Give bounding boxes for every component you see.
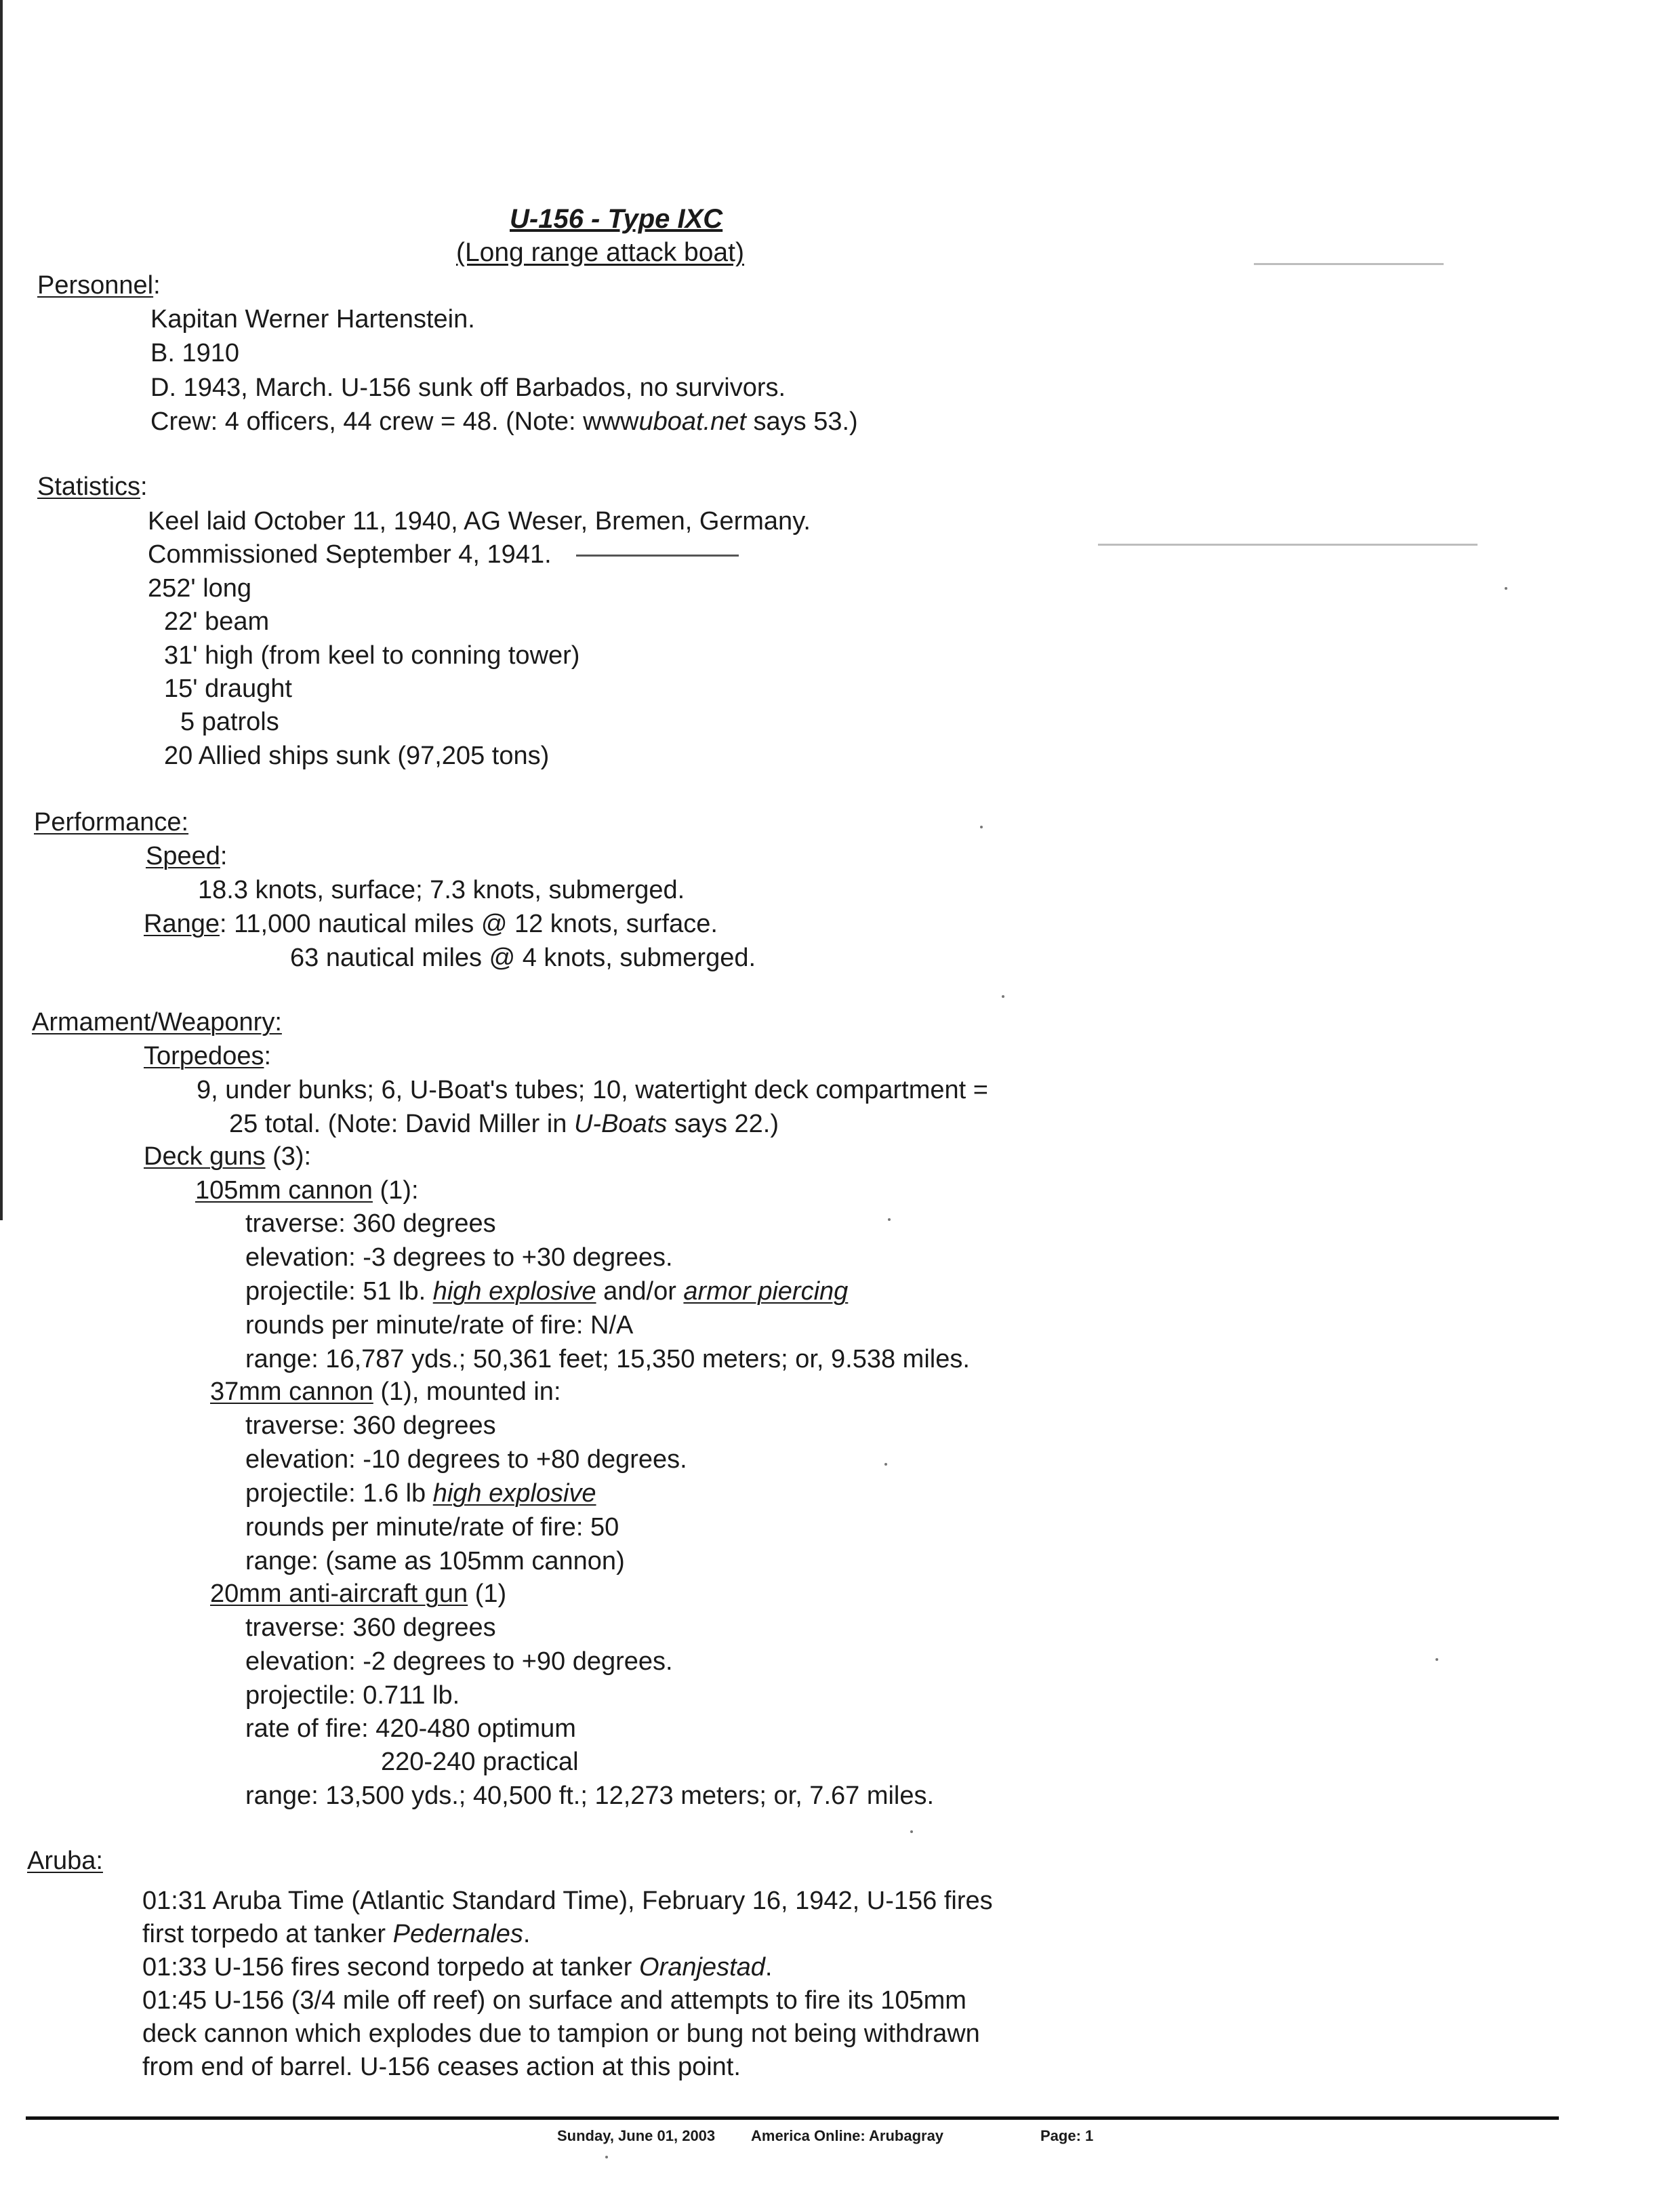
scan-speck [888,1218,891,1221]
range-line-submerged: 63 nautical miles @ 4 knots, submerged. [290,944,756,972]
footer-rule [26,2116,1559,2120]
scan-edge [0,0,3,1220]
torpedoes-line: 25 total. (Note: David Miller in U-Boats says 22.) [229,1110,779,1138]
gun-105mm-range: range: 16,787 yds.; 50,361 feet; 15,350 meters; or, 9.538 miles. [245,1345,970,1373]
personnel-line: D. 1943, March. U-156 sunk off Barbados, no survivors. [150,374,786,402]
scan-smear [1098,544,1478,546]
statistics-line: Commissioned September 4, 1941. [148,540,552,569]
statistics-line: 15' draught [164,675,292,703]
deck-guns-label: Deck guns (3): [144,1142,312,1171]
torpedoes-line: 9, under bunks; 6, U-Boat's tubes; 10, watertight deck compartment = [197,1076,988,1104]
footer-page-number: Page: 1 [1040,2127,1094,2144]
scan-speck [884,1463,887,1466]
gun-105mm-traverse: traverse: 360 degrees [245,1209,496,1238]
gun-105mm-projectile: projectile: 51 lb. high explosive and/or armor piercing [245,1277,849,1306]
scan-smear [576,555,739,557]
aruba-line: 01:45 U-156 (3/4 mile off reef) on surface and attempts to fire its 105mm [142,1986,966,2015]
footer-source: America Online: Arubagray [751,2127,944,2144]
gun-20mm-rof: rate of fire: 420-480 optimum [245,1714,576,1743]
personnel-line: B. 1910 [150,339,239,367]
statistics-line: 20 Allied ships sunk (97,205 tons) [164,742,550,770]
personnel-crew-line: Crew: 4 officers, 44 crew = 48. (Note: wwwuboat.net says 53.) [150,407,858,436]
statistics-line: 31' high (from keel to conning tower) [164,641,580,670]
scan-speck [1505,587,1507,590]
scan-speck [605,2156,608,2158]
range-line: Range: 11,000 nautical miles @ 12 knots, surface. [144,910,718,938]
scan-smear [1254,263,1444,265]
statistics-line: 5 patrols [180,708,279,736]
gun-20mm-range: range: 13,500 yds.; 40,500 ft.; 12,273 meters; or, 7.67 miles. [245,1782,935,1810]
gun-20mm-elevation: elevation: -2 degrees to +90 degrees. [245,1647,673,1676]
gun-20mm-projectile: projectile: 0.711 lb. [245,1681,460,1710]
speed-label: Speed: [146,842,228,870]
gun-37mm-rof: rounds per minute/rate of fire: 50 [245,1513,619,1542]
aruba-line: 01:31 Aruba Time (Atlantic Standard Time), February 16, 1942, U-156 fires [142,1887,993,1915]
scan-speck [980,826,983,828]
aruba-line: from end of barrel. U-156 ceases action at this point. [142,2053,741,2081]
personnel-line: Kapitan Werner Hartenstein. [150,305,475,334]
gun-37mm-elevation: elevation: -10 degrees to +80 degrees. [245,1445,687,1474]
section-heading-personnel: Personnel: [37,271,161,300]
scan-speck [1435,1658,1438,1661]
speed-value: 18.3 knots, surface; 7.3 knots, submerged. [198,876,685,904]
scan-speck [1002,995,1004,998]
footer-date: Sunday, June 01, 2003 [557,2127,716,2144]
torpedoes-label: Torpedoes: [144,1042,272,1070]
section-heading-statistics: Statistics: [37,472,148,501]
section-heading-aruba: Aruba: [27,1847,103,1875]
gun-105mm-elevation: elevation: -3 degrees to +30 degrees. [245,1243,673,1272]
aruba-line: first torpedo at tanker Pedernales. [142,1920,531,1948]
gun-37mm-range: range: (same as 105mm cannon) [245,1547,625,1575]
statistics-line: 22' beam [164,607,270,636]
gun-20mm-traverse: traverse: 360 degrees [245,1613,496,1642]
gun-37mm-traverse: traverse: 360 degrees [245,1411,496,1440]
aruba-line: 01:33 U-156 fires second torpedo at tanker Oranjestad. [142,1953,773,1982]
section-heading-armament: Armament/Weaponry: [32,1008,282,1037]
scan-speck [910,1830,913,1833]
aruba-line: deck cannon which explodes due to tampion or bung not being withdrawn [142,2019,980,2048]
gun-37mm-projectile: projectile: 1.6 lb high explosive [245,1479,596,1508]
gun-20mm-label: 20mm anti-aircraft gun (1) [210,1580,507,1608]
gun-20mm-rof-practical: 220-240 practical [381,1748,579,1776]
document-subtitle: (Long range attack boat) [456,238,744,267]
statistics-line: 252' long [148,574,252,603]
gun-105mm-rof: rounds per minute/rate of fire: N/A [245,1311,634,1340]
gun-105mm-label: 105mm cannon (1): [195,1176,419,1205]
statistics-line: Keel laid October 11, 1940, AG Weser, Bremen, Germany. [148,507,811,536]
document-title: U-156 - Type IXC [510,204,723,234]
gun-37mm-label: 37mm cannon (1), mounted in: [210,1378,561,1406]
section-heading-performance: Performance: [34,808,189,837]
